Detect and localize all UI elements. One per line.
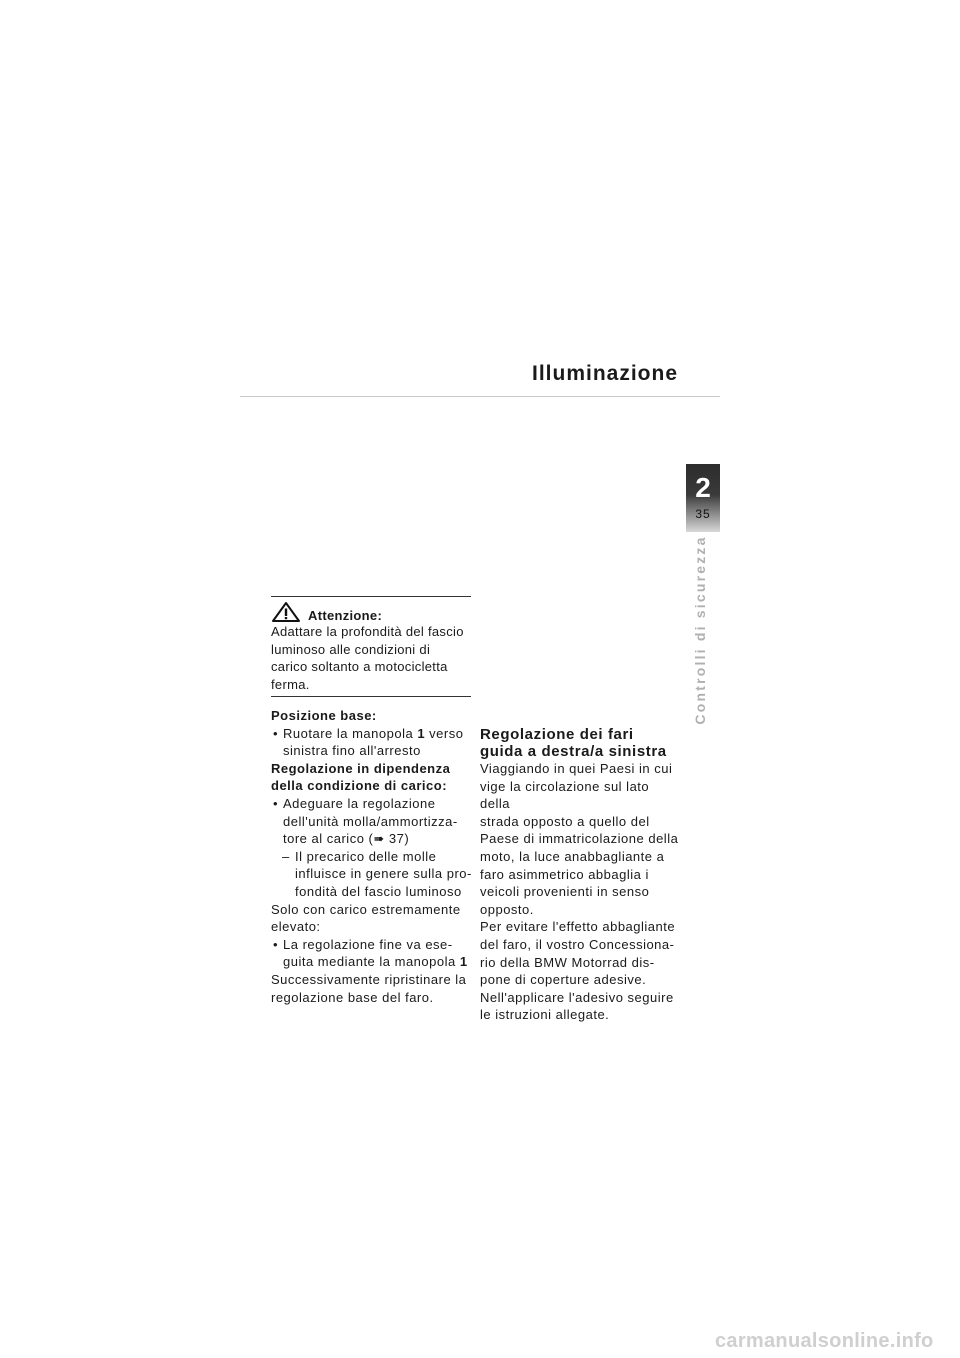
extreme-load-line: elevato:	[271, 919, 321, 935]
warning-title: Attenzione:	[308, 608, 383, 623]
bullet-text: La regolazione fine va ese-	[283, 936, 453, 952]
body-line: Paese di immatricolazione della	[480, 831, 679, 847]
load-adjust-heading: Regolazione in dipendenza	[271, 760, 451, 776]
chapter-side-title: Controlli di sicurezza	[692, 535, 708, 725]
bullet-text: verso	[425, 725, 464, 741]
base-position-heading: Posizione base:	[271, 708, 377, 723]
section-heading	[480, 726, 680, 760]
warning-box	[271, 596, 471, 697]
bullet-text: Ruotare la manopola	[283, 725, 418, 741]
item-reference-number: 1	[459, 954, 468, 970]
extreme-load-line: Solo con carico estremamente	[271, 901, 461, 917]
spring-preload-note	[271, 848, 473, 901]
restore-line: Successivamente ripristinare la	[271, 971, 467, 987]
header-divider	[240, 396, 720, 397]
left-column	[271, 707, 473, 1006]
body-line: del faro, il vostro Concessiona-	[480, 936, 675, 952]
warning-line: carico soltanto a motocicletta	[271, 659, 448, 675]
warning-line: Adattare la profondità del fascio	[271, 624, 464, 639]
page-title: Illuminazione	[531, 362, 678, 385]
body-line: Per evitare l'effetto abbagliante	[480, 919, 676, 935]
body-line: Nell'applicare l'adesivo seguire	[480, 989, 674, 1005]
bullet-text: sinistra fino all'arresto	[283, 743, 421, 759]
dash-text: Il precarico delle molle	[295, 848, 437, 864]
restore-line: regolazione base del faro.	[271, 989, 434, 1005]
page-reference: 37)	[384, 831, 410, 847]
bullet-text: Adeguare la regolazione	[283, 795, 436, 811]
body-line: strada opposto a quello del	[480, 813, 650, 829]
warning-header	[271, 601, 471, 623]
body-line: rio della BMW Motorrad dis-	[480, 954, 655, 970]
dash-text: influisce in genere sulla pro-	[295, 866, 472, 882]
base-position-bullet	[271, 725, 473, 760]
body-line: veicoli provenienti in senso	[480, 884, 650, 900]
right-column	[480, 760, 680, 1024]
load-adjust-bullet	[271, 795, 473, 848]
watermark: carmanualsonline.info	[715, 1330, 934, 1352]
chapter-tab	[686, 464, 720, 532]
body-line: opposto.	[480, 901, 534, 917]
chapter-number: 2	[695, 472, 711, 503]
body-line: pone di coperture adesive.	[480, 972, 647, 988]
section-heading-line: Regolazione dei fari	[480, 726, 634, 743]
body-line: vige la circolazione sul lato della	[480, 778, 650, 812]
bullet-text: dell'unità molla/ammortizza-	[283, 813, 458, 829]
body-line: moto, la luce anabbagliante a	[480, 848, 665, 864]
warning-line: ferma.	[271, 676, 310, 692]
chapter-divider	[694, 504, 712, 505]
section-heading-line: guida a destra/a sinistra	[480, 743, 667, 760]
warning-line: luminoso alle condizioni di	[271, 641, 431, 657]
body-line: faro asimmetrico abbaglia i	[480, 866, 649, 882]
fine-adjust-bullet	[271, 936, 473, 971]
body-line: le istruzioni allegate.	[480, 1007, 610, 1023]
load-adjust-heading: della condizione di carico:	[271, 778, 448, 794]
item-reference-number: 1	[417, 725, 426, 741]
warning-triangle-icon	[271, 601, 301, 623]
body-line: Viaggiando in quei Paesi in cui	[480, 761, 673, 776]
dash-text: fondità del fascio luminoso	[295, 883, 462, 899]
page-number: 35	[695, 507, 711, 521]
arrow-reference-icon: ➠	[373, 831, 385, 847]
bullet-text: guita mediante la manopola	[283, 954, 460, 970]
bullet-text: tore al carico (	[283, 831, 374, 847]
